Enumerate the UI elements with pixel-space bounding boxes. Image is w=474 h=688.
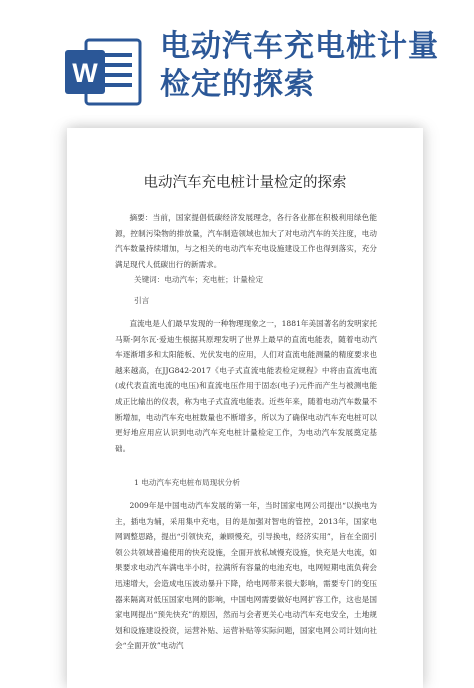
word-document-icon [64, 36, 144, 108]
word-letter: W [72, 58, 98, 88]
banner [0, 0, 474, 120]
document-page [67, 128, 423, 688]
abstract-paragraph: 摘要：当前，国家提倡低碳经济发展理念，各行各业都在积极利用绿色能源，控制污染物的排放量，汽车制造领域也加大了对电动汽车的关注度，电动汽车数量持续增加，与之相关的电动汽车充电设施建设工作也得到落实，充分满足现代人低碳出行的新需求。 [115, 213, 377, 269]
intro-paragraph: 直流电是人们最早发现的一种物理现象之一，1881年美国著名的发明家托马斯·阿尔瓦·爱迪生根据其原理发明了世界上最早的直流电能表，随着电动汽车逐渐增多和太阳能板、光伏发电的应用，人们对直流电能测量的精度要求也越来越高，在JJG842-2017《电子式直流电能表检定规程》中将由直流电流(或代表直流电流的电压)和直流电压作用于固态(电子)元件而产生与被测电能成正比输出的仪表，称为电子式直流电能表。近些年来，随着电动汽车数量不断增加，电动汽车充电桩数量也不断增多，所以为了确保电动汽车充电桩可以更好地应用应认识到电动汽车充电桩计量检定工作，为电动汽车发展奠定基础。 [115, 319, 377, 453]
banner-title: 电动汽车充电桩计量检定的探索 [160, 29, 439, 102]
intro-heading: 引言 [134, 296, 150, 305]
section-body-paragraph: 2009年是中国电动汽车发展的第一年，当时国家电网公司提出“以换电为主，插电为辅，采用集中充电，目的是加强对智电的管控，2013年，国家电网调整思路，提出“引领快充，兼顾慢充，引导换电，经济实用”，旨在全面引领公共领域普遍使用的快充设施，全面开放私域慢充设施，快充是大电流，如果要求电动汽车满电半小时，拉满所有容量的电池充电，电网短期电流负荷会迅速增大，会造成电压波动暴升下降，给电网带来很大影响，需要专门的变压器来隔离对低压国家电网的影响，中国电网需要做好电网扩容工作，这也是国家电网提出“预先快充”的原因，然而与会者更关心电动汽车充电安全，土地规划和设施建设投资，运营补贴、运营补贴等实际问题，国家电网公司计划向社会“全面开放”电动汽 [115, 501, 377, 651]
keywords-line: 关键词：电动汽车；充电桩；计量检定 [134, 275, 264, 284]
document-title: 电动汽车充电桩计量检定的探索 [143, 175, 347, 191]
section-heading: 1 电动汽车充电桩布局现状分析 [134, 478, 240, 487]
